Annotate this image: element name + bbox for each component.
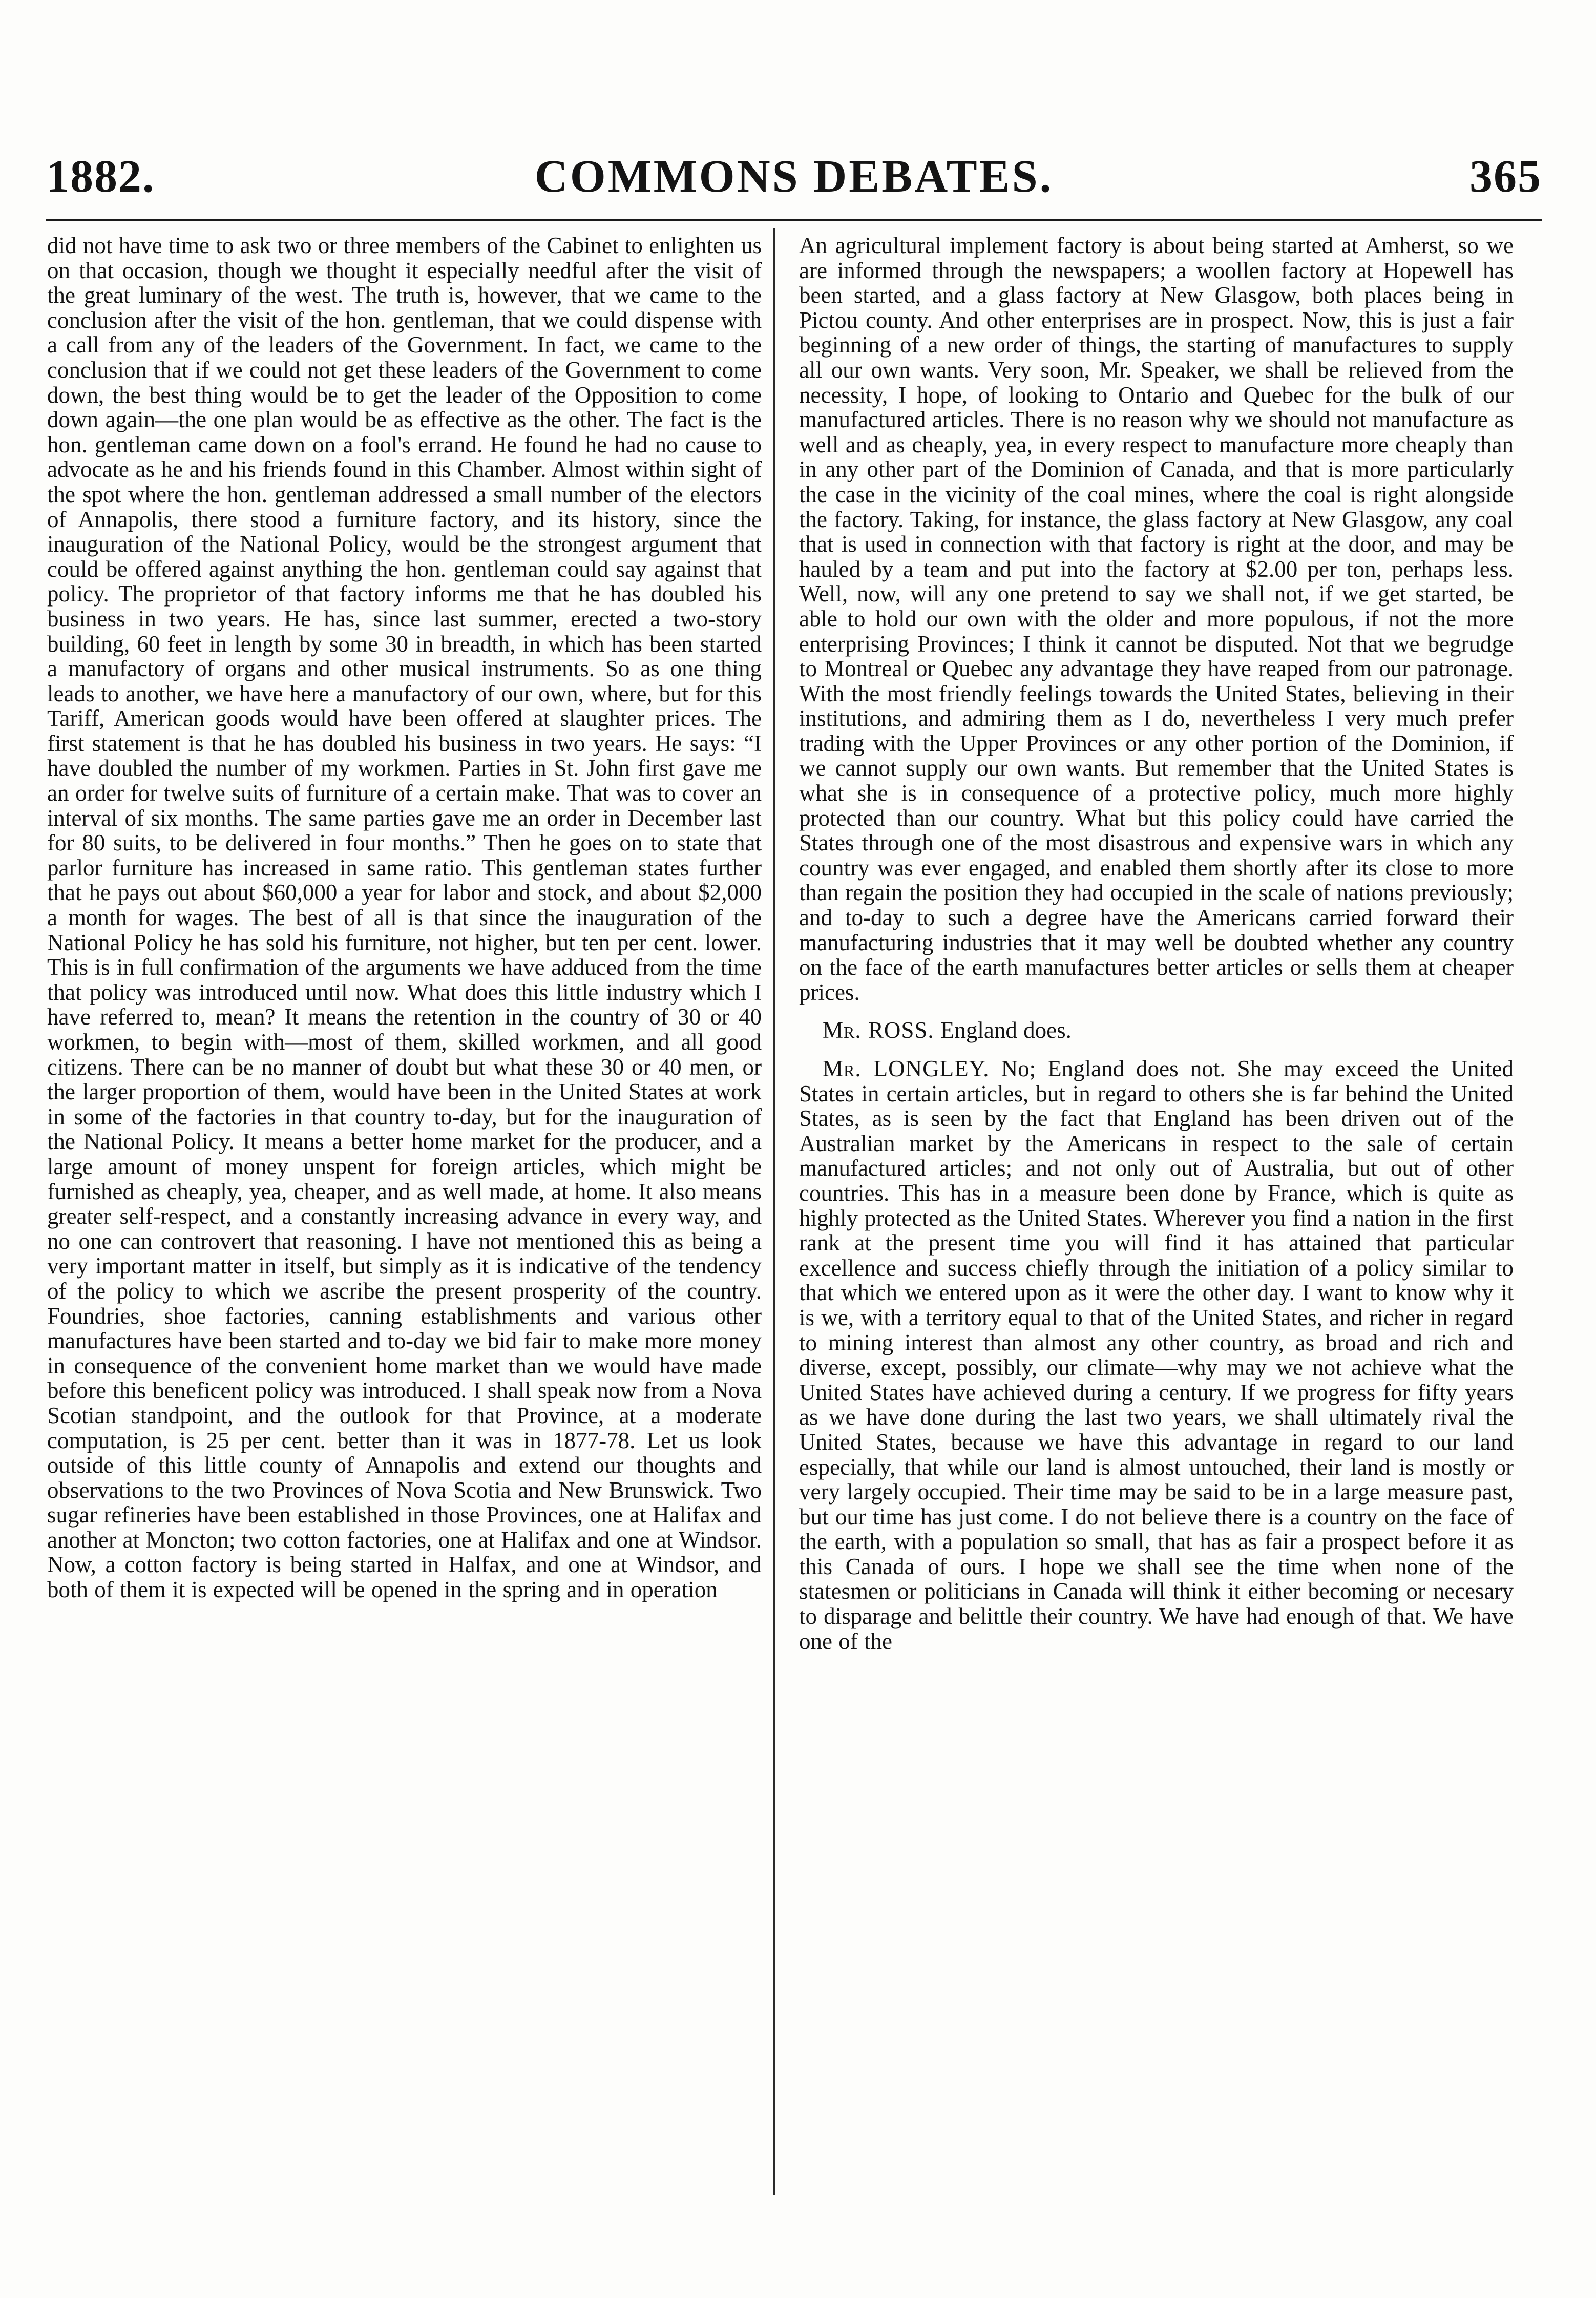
left-paragraph-1: did not have time to ask two or three members of the Cabinet to enlighten us on that occasion, though we thought it especially needful after the visit of the great luminary of the west. The truth is, however, that we came to the conclusion after the visit of the hon. gentleman, that we could dispense with a call from any of the leaders of the Government. In fact, we came to the conclusion that if we could not get these leaders of the Government to come down, the best thing would be to get the leader of the Opposition to come down again—the one plan would be as effective as the other. The fact is the hon. gentleman came down on a fool's errand. He found he had no cause to advocate as he and his friends found in this Chamber. Almost within sight of the spot where the hon. gentleman addressed a small number of the electors of Annapolis, there stood a furniture factory, and its history, since the inauguration of the National Policy, would be the strongest argument that could be offered against anything the hon. gentleman could say against that policy. The proprietor of that factory informs me that he has doubled his business in two years. He has, since last summer, erected a two-story building, 60 feet in length by some 30 in breadth, in which has been started a manufactory of organs and other musical instruments. So as one thing leads to another, we have here a manufactory of our own, where, but for this Tariff, American goods would have been offered at slaughter prices. The first statement is that he has doubled his business in two years. He says: “I have doubled the number of my workmen. Parties in St. John first gave me an order for twelve suits of furniture of a certain make. That was to cover an interval of six months. The same parties gave me an order in December last for 80 suits, to be delivered in four months.” Then he goes on to state that parlor furniture has increased in same ratio. This gentleman states further that he pays out about $60,000 a year for labor and stock, and about $2,000 a month for wages. The best of all is that since the inauguration of the National Policy he has sold his furniture, not higher, but ten per cent. lower. This is in full confirmation of the arguments we have adduced from the time that policy was introduced until now. What does this little industry which I have referred to, mean? It means the retention in the country of 30 or 40 workmen, to begin with—most of them, skilled workmen, and all good citizens. There can be no manner of doubt but what these 30 or 40 men, or the larger proportion of them, would have been in the United States at work in some of the factories in that country to-day, but for the inauguration of the National Policy. It means a better home market for the producer, and a large amount of money unspent for foreign articles, which might be furnished as cheaply, yea, cheaper, and as well made, at home. It also means greater self-respect, and a constantly increasing advance in every way, and no one can controvert that reasoning. I have not mentioned this as being a very important matter in itself, but simply as it is indicative of the tendency of the policy to which we ascribe the present prosperity of the country. Foundries, shoe factories, canning establishments and various other manufactures have been started and to-day we bid fair to make more money in consequence of the convenient home market than we would have made before this beneficent policy was introduced. I shall speak now from a Nova Scotian standpoint, and the outlook for that Province, at a moderate computation, is 25 per cent. better than it was in 1877-78. Let us look outside of this little county of Annapolis and extend our thoughts and observations to the two Provinces of Nova Scotia and New Brunswick. Two sugar refineries have been established in those Provinces, one at Halifax and another at Moncton; two cotton factories, one at Halifax and one at Windsor. Now, a cotton factory is being started in Halfax, and one at Windsor, and both of them it is expected will be opened in the spring and in operation bbox=[47, 233, 762, 1603]
reply-text: No; England does not. She may exceed the United States in certain articles, but in regard to others she is far behind the United States, as is seen by the fact that England has been driven out of the Australian market by the Americans in respect to the sale of certain manufactured articles; and not only out of Australia, but out of other countries. This has in a measure been done by France, which is quite as highly protected as the United States. Wherever you find a nation in the first rank at the present time you will find it has attained that particular excellence and success chiefly through the initiation of a policy similar to that which we entered upon as it were the other day. I want to know why it is we, with a territory equal to that of the United States, and richer in regard to mining interest than almost any other country, as broad and rich and diverse, except, possibly, our climate—why may we not achieve what the United States have achieved during a century. If we progress for fifty years as we have done during the last two years, we shall ultimately rival the United States, because we have this advantage in regard to our land especially, that while our land is almost untouched, their land is mostly or very largely occupied. Their time may be said to be in a large measure past, but our time has just come. I do not believe there is a country on the face of the earth, with a population so small, that has as fair a prospect before it as this Canada of ours. I hope we shall see the time when none of the statesmen or politicians in Canada will think it either becoming or necesary to disparage and belittle their country. We have had enough of that. We have one of the bbox=[799, 1056, 1514, 1654]
left-column bbox=[47, 233, 762, 2198]
right-paragraph-1: An agricultural implement factory is about being started at Amherst, so we are informed through the newspapers; a woollen factory at Hopewell has been started, and a glass factory at New Glasgow, both places being in Pictou county. And other enterprises are in prospect. Now, this is just a fair beginning of a new order of things, the starting of manufactures to supply all our own wants. Very soon, Mr. Speaker, we shall be relieved from the necessity, I hope, of looking to Ontario and Quebec for the bulk of our manufactured articles. There is no reason why we should not manufacture as well and as cheaply, yea, in every respect to manufacture more cheaply than in any other part of the Dominion of Canada, and that is more particularly the case in the vicinity of the coal mines, where the coal is right alongside the factory. Taking, for instance, the glass factory at New Glasgow, any coal that is used in connection with that factory is right at the door, and may be hauled by a team and put into the factory at $2.00 per ton, perhaps less. Well, now, will any one pretend to say we shall not, if we get started, be able to hold our own with the older and more populous, if not the more enterprising Provinces; I think it cannot be disputed. Not that we begrudge to Montreal or Quebec any advantage they have reaped from our patronage. With the most friendly feelings towards the United States, believing in their institutions, and admiring them as I do, nevertheless I very much prefer trading with the Upper Provinces or any other portion of the Dominion, if we cannot supply our own wants. But remember that the United States is what she is in consequence of a protective policy, much more highly protected than our country. What but this policy could have carried the States through one of the most disastrous and expensive wars in which any country was ever engaged, and enabled them shortly after its close to more than regain the position they had occupied in the scale of nations previously; and to-day to such a degree have the Americans carried forward their manufacturing industries that it may well be doubted whether any country on the face of the earth manufactures better articles or sells them at cheaper prices. bbox=[799, 233, 1514, 1005]
reply-speaker: Mr. LONGLEY. bbox=[823, 1056, 990, 1081]
interjection-speaker: Mr. ROSS. bbox=[823, 1017, 934, 1043]
column-divider bbox=[773, 228, 775, 2195]
page-header bbox=[46, 149, 1542, 220]
interjection bbox=[799, 1018, 1514, 1043]
header-title: COMMONS DEBATES. bbox=[534, 151, 1054, 202]
right-column bbox=[799, 233, 1514, 2198]
header-rule bbox=[46, 219, 1542, 221]
interjection-text: England does. bbox=[940, 1017, 1072, 1043]
header-year: 1882. bbox=[46, 151, 155, 202]
reply-paragraph bbox=[799, 1056, 1514, 1654]
header-page-number: 365 bbox=[1469, 151, 1542, 202]
